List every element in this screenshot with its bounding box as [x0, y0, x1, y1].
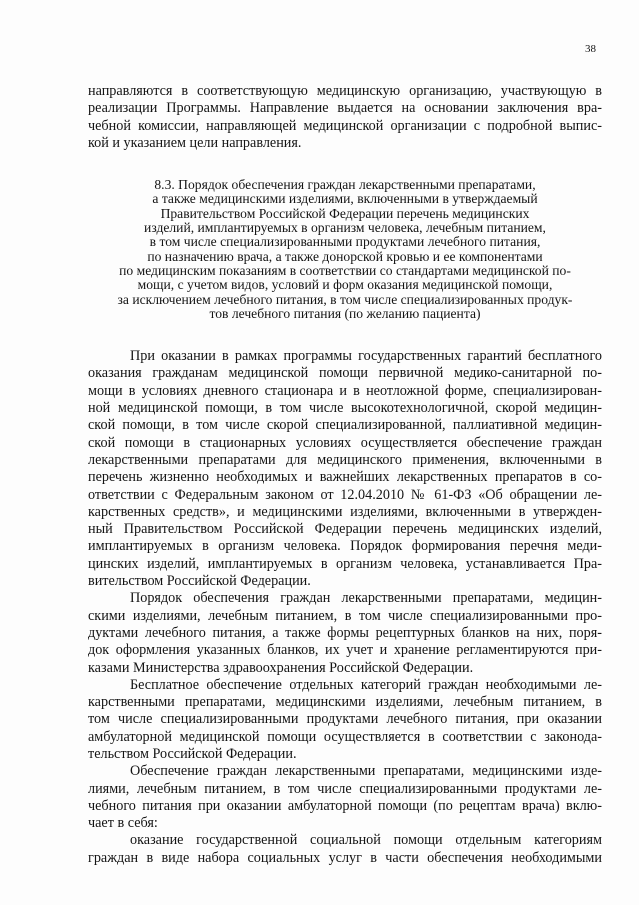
text-line: оказания гражданам медицинской помощи первичной медико-санитарной по-	[88, 365, 602, 382]
text-line: док оформления указанных бланков, их учет и хранение регламентируются при-	[88, 642, 602, 659]
text-line: граждан в виде набора социальных услуг в части обеспечения необходимыми	[88, 849, 602, 866]
heading-line: по назначению врача, а также донорской кровью и ее компонентами	[147, 248, 543, 264]
text-line: ный Правительством Российской Федерации перечень медицинских изделий,	[88, 521, 602, 538]
text-line: карственных средств», и медицинскими изделиями, включенными в утвержден-	[88, 503, 602, 520]
heading-line: а также медицинскими изделиями, включенными в утверждаемый	[152, 191, 538, 207]
text-line: оказание государственной социальной помощи отдельным категориям	[130, 832, 602, 849]
text-line: Обеспечение граждан лекарственными препаратами, медицинскими изде-	[130, 763, 602, 780]
text-line: том числе специализированными продуктами лечебного питания, при оказании	[88, 711, 602, 728]
paragraph-5	[88, 832, 602, 867]
text-line: казами Министерства здравоохранения Российской Федерации.	[88, 659, 474, 676]
text-line: перечень жизненно необходимых и важнейших лекарственных препаратов в со-	[88, 469, 602, 486]
text-line: Порядок обеспечения граждан лекарственными препаратами, медицин-	[130, 590, 602, 607]
text-line: амбулаторной медицинской помощи осуществляется в соответствии с законода-	[88, 728, 602, 745]
heading-line: тов лечебного питания (по желанию пациента)	[209, 305, 481, 321]
text-line: тельством Российской Федерации.	[88, 745, 297, 762]
paragraph-1	[88, 348, 602, 590]
heading-line: изделий, имплантируемых в организм человека, лечебным питанием,	[144, 220, 546, 236]
text-line: чебного питания при оказании амбулаторной помощи (по рецептам врача) вклю-	[88, 797, 602, 814]
text-line: карственными препаратами, медицинскими изделиями, лечебным питанием, в	[88, 694, 602, 711]
intro-paragraph	[88, 83, 602, 152]
text-line: цинских изделий, имплантируемых в организм человека, устанавливается Пра-	[88, 555, 602, 572]
paragraph-4	[88, 763, 602, 832]
text-line: дуктами лечебного питания, а также формы рецептурных бланков на них, поря-	[88, 624, 602, 641]
text-line: направляются в соответствующую медицинскую организацию, участвующую в	[88, 83, 602, 99]
heading-line: в том числе специализированными продуктами лечебного питания,	[149, 234, 541, 250]
text-line: лекарственными препаратами для медицинского применения, включенными в	[88, 451, 602, 468]
text-line: ской помощи в стационарных условиях осуществляется обеспечение граждан	[88, 434, 602, 451]
text-line: При оказании в рамках программы государственных гарантий бесплатного	[130, 348, 602, 365]
section-heading	[88, 178, 602, 321]
text-line: чебной комиссии, направляющей медицинской организации с подробной выпис-	[88, 117, 602, 134]
heading-line: за исключением лечебного питания, в том числе специализированных продук-	[117, 291, 573, 307]
heading-line: Правительством Российской Федерации перечень медицинских	[160, 205, 530, 221]
text-line: кой и указанием цели направления.	[88, 134, 302, 151]
heading-line: 8.3. Порядок обеспечения граждан лекарственными препаратами,	[154, 177, 536, 193]
text-line: Бесплатное обеспечение отдельных категорий граждан необходимыми ле-	[130, 676, 602, 693]
heading-line: мощи, с учетом видов, условий и форм оказания медицинской помощи,	[137, 277, 553, 293]
text-line: скими изделиями, лечебным питанием, в том числе специализированными про-	[88, 607, 602, 624]
text-line: ной медицинской помощи, в том числе высокотехнологичной, скорой медицин-	[88, 400, 602, 417]
paragraph-3	[88, 677, 602, 763]
paragraph-2	[88, 590, 602, 676]
page-content	[88, 83, 602, 867]
heading-line: по медицинским показаниям в соответствии со стандартами медицинской по-	[119, 262, 571, 278]
text-line: ответствии с Федеральным законом от 12.04.2010 № 61-ФЗ «Об обращении ле-	[88, 486, 602, 503]
text-line: чает в себя:	[88, 815, 158, 832]
text-line: ской помощи, в том числе скорой специализированной, паллиативной медицин-	[88, 417, 602, 434]
page-number: 38	[585, 43, 596, 55]
text-line: имплантируемых в организм человека. Порядок формирования перечня меди-	[88, 538, 602, 555]
text-line: лиями, лечебным питанием, в том числе специализированными продуктами ле-	[88, 780, 602, 797]
text-line: мощи в условиях дневного стационара и в неотложной форме, специализирован-	[88, 382, 602, 399]
text-line: реализации Программы. Направление выдается на основании заключения вра-	[88, 100, 602, 117]
text-line: вительством Российской Федерации.	[88, 573, 311, 590]
